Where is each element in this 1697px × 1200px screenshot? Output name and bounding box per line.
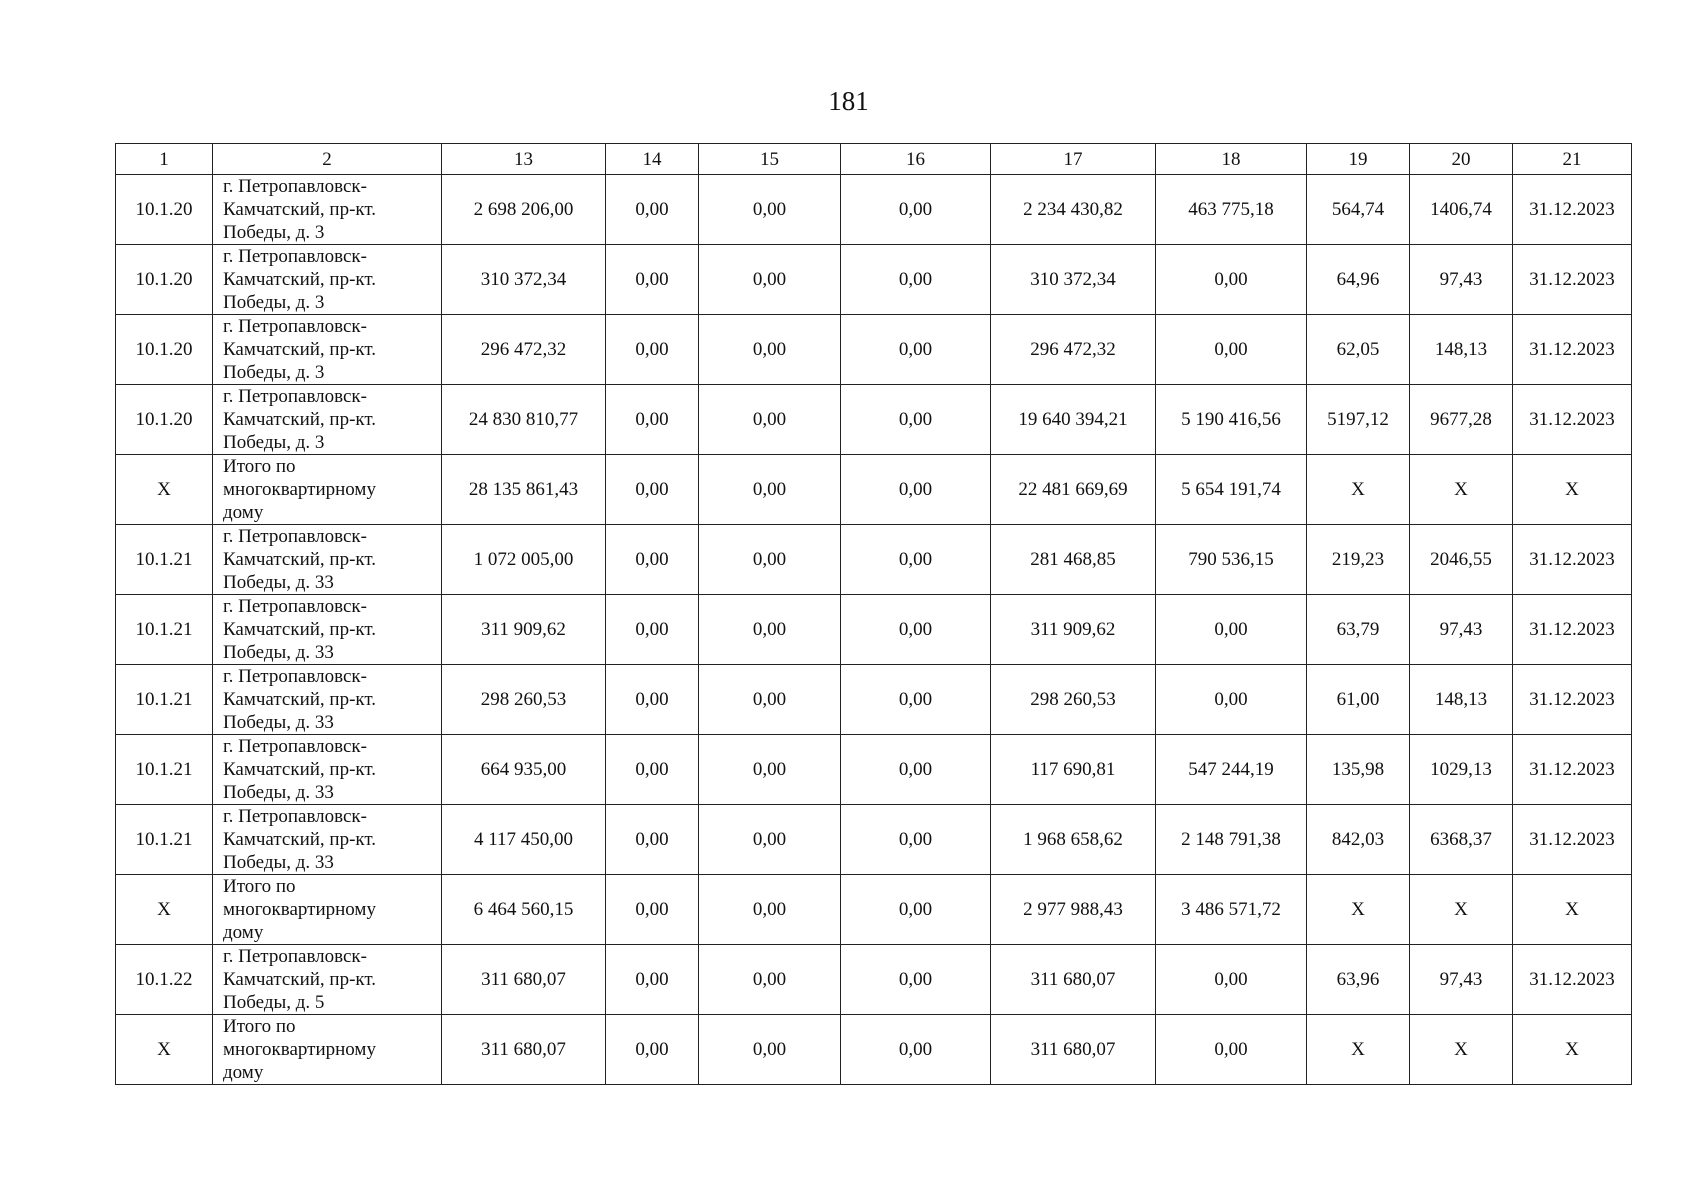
value-cell-c21: 31.12.2023 bbox=[1513, 315, 1632, 385]
value-cell-c17: 310 372,34 bbox=[991, 245, 1156, 315]
value-cell-c17: 117 690,81 bbox=[991, 735, 1156, 805]
table-row bbox=[116, 735, 1632, 805]
value-cell-c16: 0,00 bbox=[841, 525, 991, 595]
row-number-cell: X bbox=[116, 455, 213, 525]
value-cell-c15: 0,00 bbox=[699, 245, 841, 315]
address-line: многоквартирному bbox=[223, 1039, 376, 1060]
value-cell-c16: 0,00 bbox=[841, 945, 991, 1015]
column-header: 17 bbox=[991, 144, 1156, 175]
value-cell-c17: 1 968 658,62 bbox=[991, 805, 1156, 875]
value-cell-c14: 0,00 bbox=[606, 945, 699, 1015]
row-number-cell: 10.1.20 bbox=[116, 315, 213, 385]
address-line: Камчатский, пр-кт. bbox=[223, 199, 377, 220]
value-cell-c16: 0,00 bbox=[841, 735, 991, 805]
address-line: Камчатский, пр-кт. bbox=[223, 619, 377, 640]
address-cell bbox=[213, 455, 442, 525]
table-row bbox=[116, 245, 1632, 315]
table-row bbox=[116, 315, 1632, 385]
value-cell-c17: 2 977 988,43 bbox=[991, 875, 1156, 945]
value-cell-c17: 311 909,62 bbox=[991, 595, 1156, 665]
value-cell-c13: 6 464 560,15 bbox=[442, 875, 606, 945]
value-cell-c15: 0,00 bbox=[699, 945, 841, 1015]
value-cell-c18: 547 244,19 bbox=[1156, 735, 1307, 805]
address-cell bbox=[213, 1015, 442, 1085]
value-cell-c17: 19 640 394,21 bbox=[991, 385, 1156, 455]
page-number: 181 bbox=[828, 86, 869, 116]
value-cell-c20: 1406,74 bbox=[1410, 175, 1513, 245]
address-line: г. Петропавловск- bbox=[223, 946, 367, 967]
value-cell-c18: 5 654 191,74 bbox=[1156, 455, 1307, 525]
value-cell-c15: 0,00 bbox=[699, 1015, 841, 1085]
value-cell-c20: 1029,13 bbox=[1410, 735, 1513, 805]
value-cell-c19: 63,79 bbox=[1307, 595, 1410, 665]
value-cell-c19: 5197,12 bbox=[1307, 385, 1410, 455]
address-line: Победы, д. 3 bbox=[223, 222, 325, 243]
value-cell-c20: 148,13 bbox=[1410, 665, 1513, 735]
table-row bbox=[116, 385, 1632, 455]
value-cell-c13: 28 135 861,43 bbox=[442, 455, 606, 525]
value-cell-c14: 0,00 bbox=[606, 735, 699, 805]
value-cell-c21: 31.12.2023 bbox=[1513, 175, 1632, 245]
value-cell-c18: 790 536,15 bbox=[1156, 525, 1307, 595]
value-cell-c15: 0,00 bbox=[699, 525, 841, 595]
value-cell-c14: 0,00 bbox=[606, 1015, 699, 1085]
address-cell bbox=[213, 945, 442, 1015]
address-line: дому bbox=[223, 1062, 264, 1083]
value-cell-c20: 148,13 bbox=[1410, 315, 1513, 385]
row-number-cell: 10.1.20 bbox=[116, 385, 213, 455]
value-cell-c16: 0,00 bbox=[841, 595, 991, 665]
value-cell-c20: 97,43 bbox=[1410, 945, 1513, 1015]
value-cell-c15: 0,00 bbox=[699, 665, 841, 735]
row-number-cell: 10.1.21 bbox=[116, 665, 213, 735]
value-cell-c21: X bbox=[1513, 1015, 1632, 1085]
value-cell-c21: 31.12.2023 bbox=[1513, 665, 1632, 735]
value-cell-c16: 0,00 bbox=[841, 315, 991, 385]
table-row bbox=[116, 945, 1632, 1015]
value-cell-c20: 97,43 bbox=[1410, 245, 1513, 315]
address-line: Итого по bbox=[223, 876, 296, 897]
table-body bbox=[116, 175, 1632, 1085]
address-line: г. Петропавловск- bbox=[223, 526, 367, 547]
value-cell-c19: 219,23 bbox=[1307, 525, 1410, 595]
value-cell-c21: 31.12.2023 bbox=[1513, 525, 1632, 595]
table-row bbox=[116, 665, 1632, 735]
address-line: Итого по bbox=[223, 1016, 296, 1037]
address-line: Победы, д. 3 bbox=[223, 292, 325, 313]
address-line: Победы, д. 33 bbox=[223, 572, 334, 593]
value-cell-c21: X bbox=[1513, 875, 1632, 945]
value-cell-c21: 31.12.2023 bbox=[1513, 245, 1632, 315]
value-cell-c18: 0,00 bbox=[1156, 665, 1307, 735]
address-line: Победы, д. 33 bbox=[223, 642, 334, 663]
value-cell-c18: 0,00 bbox=[1156, 315, 1307, 385]
address-line: г. Петропавловск- bbox=[223, 176, 367, 197]
address-line: Победы, д. 33 bbox=[223, 782, 334, 803]
table-row bbox=[116, 805, 1632, 875]
address-line: Камчатский, пр-кт. bbox=[223, 689, 377, 710]
value-cell-c16: 0,00 bbox=[841, 455, 991, 525]
value-cell-c13: 311 680,07 bbox=[442, 945, 606, 1015]
value-cell-c21: 31.12.2023 bbox=[1513, 385, 1632, 455]
value-cell-c15: 0,00 bbox=[699, 805, 841, 875]
value-cell-c15: 0,00 bbox=[699, 175, 841, 245]
value-cell-c18: 463 775,18 bbox=[1156, 175, 1307, 245]
value-cell-c13: 2 698 206,00 bbox=[442, 175, 606, 245]
value-cell-c15: 0,00 bbox=[699, 875, 841, 945]
value-cell-c21: 31.12.2023 bbox=[1513, 945, 1632, 1015]
address-line: многоквартирному bbox=[223, 479, 376, 500]
address-line: г. Петропавловск- bbox=[223, 806, 367, 827]
column-header: 2 bbox=[213, 144, 442, 175]
address-line: г. Петропавловск- bbox=[223, 666, 367, 687]
address-cell bbox=[213, 735, 442, 805]
address-line: г. Петропавловск- bbox=[223, 246, 367, 267]
value-cell-c13: 311 909,62 bbox=[442, 595, 606, 665]
table-header bbox=[116, 144, 1632, 175]
value-cell-c18: 2 148 791,38 bbox=[1156, 805, 1307, 875]
value-cell-c18: 0,00 bbox=[1156, 245, 1307, 315]
address-line: Камчатский, пр-кт. bbox=[223, 969, 377, 990]
address-cell bbox=[213, 805, 442, 875]
value-cell-c14: 0,00 bbox=[606, 875, 699, 945]
address-line: Камчатский, пр-кт. bbox=[223, 339, 377, 360]
value-cell-c16: 0,00 bbox=[841, 175, 991, 245]
address-line: Победы, д. 3 bbox=[223, 432, 325, 453]
value-cell-c13: 24 830 810,77 bbox=[442, 385, 606, 455]
address-line: г. Петропавловск- bbox=[223, 596, 367, 617]
row-number-cell: 10.1.20 bbox=[116, 175, 213, 245]
table-row bbox=[116, 525, 1632, 595]
address-cell bbox=[213, 595, 442, 665]
address-line: Камчатский, пр-кт. bbox=[223, 549, 377, 570]
address-cell bbox=[213, 875, 442, 945]
value-cell-c15: 0,00 bbox=[699, 735, 841, 805]
value-cell-c15: 0,00 bbox=[699, 455, 841, 525]
value-cell-c21: X bbox=[1513, 455, 1632, 525]
value-cell-c19: 64,96 bbox=[1307, 245, 1410, 315]
value-cell-c16: 0,00 bbox=[841, 665, 991, 735]
value-cell-c16: 0,00 bbox=[841, 805, 991, 875]
value-cell-c19: 62,05 bbox=[1307, 315, 1410, 385]
value-cell-c13: 664 935,00 bbox=[442, 735, 606, 805]
value-cell-c20: X bbox=[1410, 875, 1513, 945]
value-cell-c14: 0,00 bbox=[606, 175, 699, 245]
value-cell-c13: 296 472,32 bbox=[442, 315, 606, 385]
value-cell-c21: 31.12.2023 bbox=[1513, 735, 1632, 805]
address-line: г. Петропавловск- bbox=[223, 316, 367, 337]
value-cell-c19: 135,98 bbox=[1307, 735, 1410, 805]
column-header: 1 bbox=[116, 144, 213, 175]
address-line: дому bbox=[223, 922, 264, 943]
address-line: Победы, д. 3 bbox=[223, 362, 325, 383]
value-cell-c15: 0,00 bbox=[699, 315, 841, 385]
column-header: 18 bbox=[1156, 144, 1307, 175]
table-row bbox=[116, 1015, 1632, 1085]
value-cell-c13: 310 372,34 bbox=[442, 245, 606, 315]
row-number-cell: 10.1.20 bbox=[116, 245, 213, 315]
value-cell-c19: 564,74 bbox=[1307, 175, 1410, 245]
value-cell-c15: 0,00 bbox=[699, 595, 841, 665]
value-cell-c18: 5 190 416,56 bbox=[1156, 385, 1307, 455]
address-cell bbox=[213, 665, 442, 735]
address-line: Камчатский, пр-кт. bbox=[223, 269, 377, 290]
value-cell-c14: 0,00 bbox=[606, 525, 699, 595]
address-cell bbox=[213, 315, 442, 385]
address-line: многоквартирному bbox=[223, 899, 376, 920]
table-row bbox=[116, 175, 1632, 245]
address-cell bbox=[213, 245, 442, 315]
row-number-cell: X bbox=[116, 875, 213, 945]
value-cell-c14: 0,00 bbox=[606, 455, 699, 525]
header-row bbox=[116, 144, 1632, 175]
address-line: г. Петропавловск- bbox=[223, 386, 367, 407]
value-cell-c20: 9677,28 bbox=[1410, 385, 1513, 455]
value-cell-c17: 311 680,07 bbox=[991, 1015, 1156, 1085]
value-cell-c17: 22 481 669,69 bbox=[991, 455, 1156, 525]
column-header: 20 bbox=[1410, 144, 1513, 175]
value-cell-c17: 296 472,32 bbox=[991, 315, 1156, 385]
value-cell-c17: 298 260,53 bbox=[991, 665, 1156, 735]
value-cell-c14: 0,00 bbox=[606, 245, 699, 315]
value-cell-c18: 0,00 bbox=[1156, 1015, 1307, 1085]
table-row bbox=[116, 875, 1632, 945]
row-number-cell: X bbox=[116, 1015, 213, 1085]
column-header: 15 bbox=[699, 144, 841, 175]
row-number-cell: 10.1.22 bbox=[116, 945, 213, 1015]
column-header: 19 bbox=[1307, 144, 1410, 175]
value-cell-c19: 63,96 bbox=[1307, 945, 1410, 1015]
value-cell-c16: 0,00 bbox=[841, 875, 991, 945]
value-cell-c16: 0,00 bbox=[841, 245, 991, 315]
value-cell-c18: 0,00 bbox=[1156, 945, 1307, 1015]
value-cell-c20: 2046,55 bbox=[1410, 525, 1513, 595]
column-header: 14 bbox=[606, 144, 699, 175]
address-line: Победы, д. 5 bbox=[223, 992, 325, 1013]
address-cell bbox=[213, 385, 442, 455]
value-cell-c19: 61,00 bbox=[1307, 665, 1410, 735]
address-line: дому bbox=[223, 502, 264, 523]
value-cell-c21: 31.12.2023 bbox=[1513, 595, 1632, 665]
value-cell-c17: 2 234 430,82 bbox=[991, 175, 1156, 245]
address-cell bbox=[213, 525, 442, 595]
value-cell-c16: 0,00 bbox=[841, 1015, 991, 1085]
value-cell-c20: 97,43 bbox=[1410, 595, 1513, 665]
value-cell-c13: 298 260,53 bbox=[442, 665, 606, 735]
table-row bbox=[116, 455, 1632, 525]
row-number-cell: 10.1.21 bbox=[116, 805, 213, 875]
address-line: Победы, д. 33 bbox=[223, 852, 334, 873]
value-cell-c13: 4 117 450,00 bbox=[442, 805, 606, 875]
address-line: Камчатский, пр-кт. bbox=[223, 409, 377, 430]
address-cell bbox=[213, 175, 442, 245]
address-line: Итого по bbox=[223, 456, 296, 477]
value-cell-c18: 3 486 571,72 bbox=[1156, 875, 1307, 945]
value-cell-c16: 0,00 bbox=[841, 385, 991, 455]
row-number-cell: 10.1.21 bbox=[116, 525, 213, 595]
value-cell-c14: 0,00 bbox=[606, 805, 699, 875]
value-cell-c13: 1 072 005,00 bbox=[442, 525, 606, 595]
value-cell-c19: X bbox=[1307, 875, 1410, 945]
value-cell-c19: X bbox=[1307, 455, 1410, 525]
value-cell-c20: X bbox=[1410, 455, 1513, 525]
value-cell-c19: 842,03 bbox=[1307, 805, 1410, 875]
value-cell-c14: 0,00 bbox=[606, 595, 699, 665]
column-header: 13 bbox=[442, 144, 606, 175]
value-cell-c20: X bbox=[1410, 1015, 1513, 1085]
value-cell-c13: 311 680,07 bbox=[442, 1015, 606, 1085]
value-cell-c17: 281 468,85 bbox=[991, 525, 1156, 595]
column-header: 16 bbox=[841, 144, 991, 175]
row-number-cell: 10.1.21 bbox=[116, 595, 213, 665]
value-cell-c14: 0,00 bbox=[606, 315, 699, 385]
value-cell-c17: 311 680,07 bbox=[991, 945, 1156, 1015]
address-line: Камчатский, пр-кт. bbox=[223, 829, 377, 850]
address-line: Камчатский, пр-кт. bbox=[223, 759, 377, 780]
value-cell-c20: 6368,37 bbox=[1410, 805, 1513, 875]
data-table bbox=[115, 143, 1632, 1085]
address-line: Победы, д. 33 bbox=[223, 712, 334, 733]
address-line: г. Петропавловск- bbox=[223, 736, 367, 757]
value-cell-c21: 31.12.2023 bbox=[1513, 805, 1632, 875]
value-cell-c14: 0,00 bbox=[606, 665, 699, 735]
value-cell-c15: 0,00 bbox=[699, 385, 841, 455]
value-cell-c18: 0,00 bbox=[1156, 595, 1307, 665]
row-number-cell: 10.1.21 bbox=[116, 735, 213, 805]
table-row bbox=[116, 595, 1632, 665]
value-cell-c14: 0,00 bbox=[606, 385, 699, 455]
value-cell-c19: X bbox=[1307, 1015, 1410, 1085]
column-header: 21 bbox=[1513, 144, 1632, 175]
